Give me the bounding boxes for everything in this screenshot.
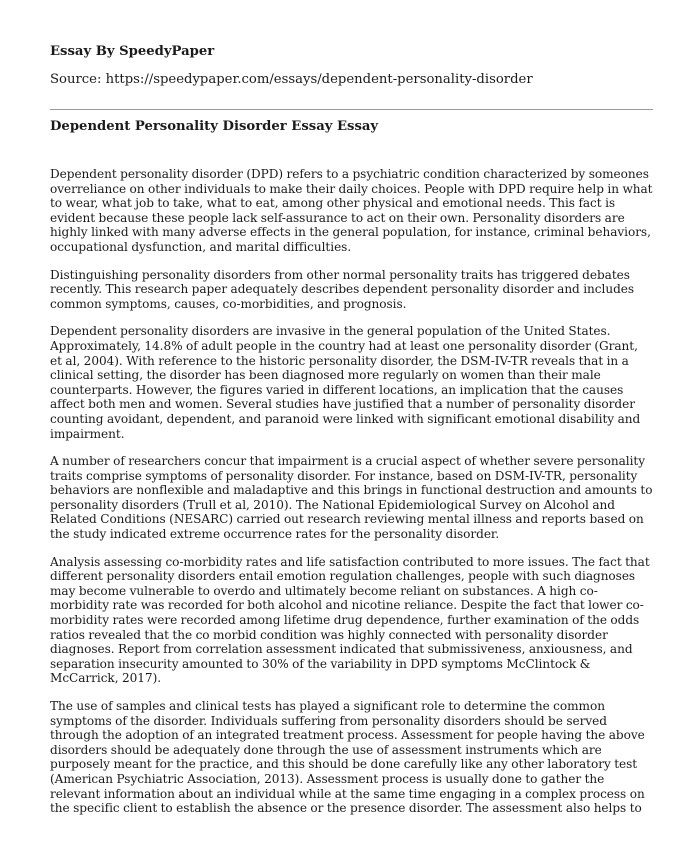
- paragraph: Analysis assessing co-morbidity rates and life satisfaction contributed to more issues. The fact that different personality disorders entail emotion regulation challenges, people with such diagnoses may become vulnerable to overdo and ultimately become reliant on substances. A high co-morbidity rate was recorded for both alcohol and nicotine reliance. Despite the fact that lower co-morbidity rates were recorded among lifetime drug dependence, further examination of the odds ratios revealed that the co morbid condition was highly connected with personality disorder diagnoses. Report from correlation assessment indicated that submissiveness, anxiousness, and separation insecurity amounted to 30% of the variability in DPD symptoms McClintock & McCarrick, 2017).: [50, 554, 650, 686]
- paragraph: Dependent personality disorder (DPD) refers to a psychiatric condition characterized by someones overreliance on other individuals to make their daily choices. People with DPD require help in what to wear, what job to take, what to eat, among other physical and emotional needs. This fact is evident because these people lack self-assurance to act on their own. Personality disorders are highly linked with many adverse effects in the general population, for instance, criminal behaviors, occupational dysfunction, and marital difficulties.: [50, 167, 653, 254]
- document-body: [50, 167, 653, 829]
- paragraph: Distinguishing personality disorders from other normal personality traits has triggered debates recently. This research paper adequately describes dependent personality disorder and includes common symptoms, causes, co-morbidities, and prognosis.: [50, 267, 635, 311]
- header-divider: [50, 109, 653, 110]
- essay-source-heading: Essay By SpeedyPaper: [50, 44, 215, 59]
- document-title: Dependent Personality Disorder Essay Essay: [50, 119, 379, 134]
- paragraph: The use of samples and clinical tests has played a significant role to determine the common symptoms of the disorder. Individuals suffering from personality disorders should be served through the adoption of an integrated treatment process. Assessment for people having the above disorders should be adequately done through the use of assessment instruments which are purposely meant for the practice, and this should be done carefully like any other laboratory test (American Psychiatric Association, 2013). Assessment process is usually done to gather the relevant information about an individual while at the same time engaging in a complex process on the specific client to establish the absence or the presence disorder. The assessment also helps to: [50, 699, 645, 816]
- paragraph: Dependent personality disorders are invasive in the general population of the United States. Approximately, 14.8% of adult people in the country had at least one personality disorder (Grant, et al, 2004). With reference to the historic personality disorder, the DSM-IV-TR reveals that in a clinical setting, the disorder has been diagnosed more regularly on women than their male counterparts. However, the figures varied in different locations, an implication that the causes affect both men and women. Several studies have justified that a number of personality disorder counting avoidant, dependent, and paranoid were linked with significant emotional disability and impairment.: [50, 324, 641, 441]
- source-url: Source: https://speedypaper.com/essays/dependent-personality-disorder: [50, 72, 533, 87]
- paragraph: A number of researchers concur that impairment is a crucial aspect of whether severe personality traits comprise symptoms of personality disorder. For instance, based on DSM-IV-TR, personality behaviors are nonflexible and maladaptive and this brings in functional destruction and amounts to personality disorders (Trull et al, 2010). The National Epidemiological Survey on Alcohol and Related Conditions (NESARC) carried out research reviewing mental illness and reports based on the study indicated extreme occurrence rates for the personality disorder.: [50, 454, 653, 542]
